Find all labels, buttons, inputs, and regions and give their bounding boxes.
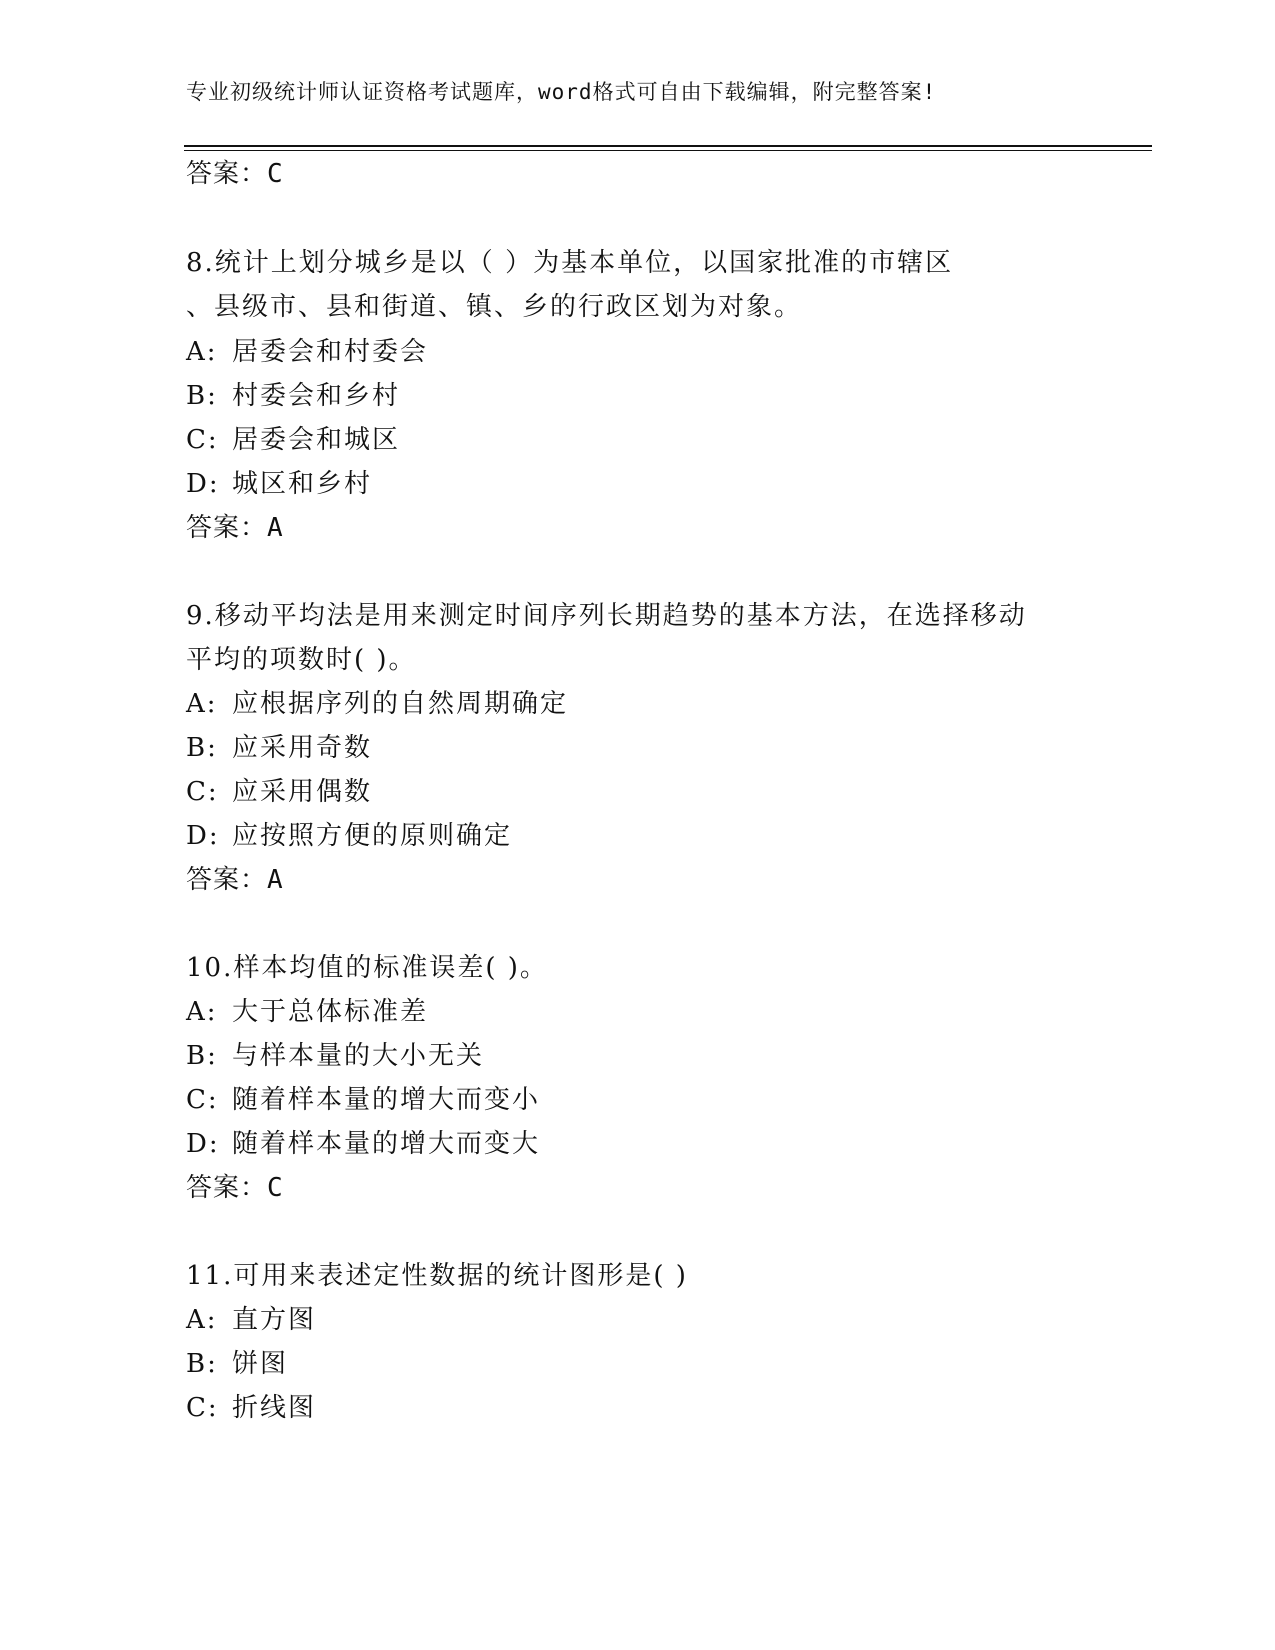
answer-value: C [267,1173,284,1203]
option-a [186,688,568,720]
question-text-continued: 、县级市、县和街道、镇、乡的行政区划为对象。 [186,292,803,322]
option-c [186,424,400,456]
option-letter: A: [186,337,218,367]
answer-label: 答案： [186,159,268,189]
option-text: 应按照方便的原则确定 [232,821,513,851]
question-text-continued: 平均的项数时( )。 [186,645,417,675]
answer-line [186,158,284,190]
option-letter: B: [186,1349,218,1379]
answer-label: 答案： [186,865,268,895]
option-letter: A: [186,997,218,1027]
option-letter: D: [186,1129,220,1159]
option-c [186,776,372,808]
option-letter: A: [186,1305,218,1335]
option-letter: B: [186,733,218,763]
option-b [186,380,400,412]
option-d [186,468,372,500]
answer-line [186,1172,284,1204]
option-text: 大于总体标准差 [232,997,429,1027]
option-c [186,1084,540,1116]
question-text: 11.可用来表述定性数据的统计图形是( ) [186,1261,688,1291]
option-text: 居委会和城区 [232,425,401,455]
question-text: 10.样本均值的标准误差( )。 [186,953,548,983]
question-text: 9.移动平均法是用来测定时间序列长期趋势的基本方法，在选择移动 [186,601,1027,631]
option-letter: B: [186,1041,218,1071]
option-letter: C: [186,425,219,455]
option-c [186,1392,316,1424]
option-text: 居委会和村委会 [232,337,429,367]
answer-line [186,864,284,896]
option-letter: C: [186,1085,219,1115]
option-b [186,732,372,764]
header-rule-thick [184,145,1152,147]
option-text: 折线图 [232,1393,317,1423]
option-d [186,820,512,852]
option-letter: C: [186,1393,219,1423]
option-letter: B: [186,381,218,411]
header-rule-thin [184,150,1152,151]
answer-line [186,512,284,544]
option-a [186,996,428,1028]
header-text: 专业初级统计师认证资格考试题库，word格式可自由下载编辑，附完整答案! [186,80,937,104]
option-text: 随着样本量的增大而变大 [232,1129,541,1159]
option-text: 应采用奇数 [232,733,373,763]
option-a [186,1304,316,1336]
answer-value: A [267,513,284,543]
option-letter: A: [186,689,218,719]
option-text: 直方图 [232,1305,317,1335]
answer-label: 答案： [186,513,268,543]
option-text: 与样本量的大小无关 [232,1041,485,1071]
option-text: 随着样本量的增大而变小 [232,1085,541,1115]
answer-value: C [267,159,284,189]
option-text: 饼图 [232,1349,289,1379]
option-text: 应根据序列的自然周期确定 [232,689,569,719]
option-b [186,1348,288,1380]
option-text: 应采用偶数 [232,777,373,807]
option-a [186,336,428,368]
answer-value: A [267,865,284,895]
option-letter: C: [186,777,219,807]
option-letter: D: [186,469,220,499]
option-text: 村委会和乡村 [232,381,401,411]
option-d [186,1128,540,1160]
option-b [186,1040,484,1072]
question-text: 8.统计上划分城乡是以（ ）为基本单位，以国家批准的市辖区 [186,248,954,278]
answer-label: 答案： [186,1173,268,1203]
option-text: 城区和乡村 [232,469,373,499]
option-letter: D: [186,821,220,851]
